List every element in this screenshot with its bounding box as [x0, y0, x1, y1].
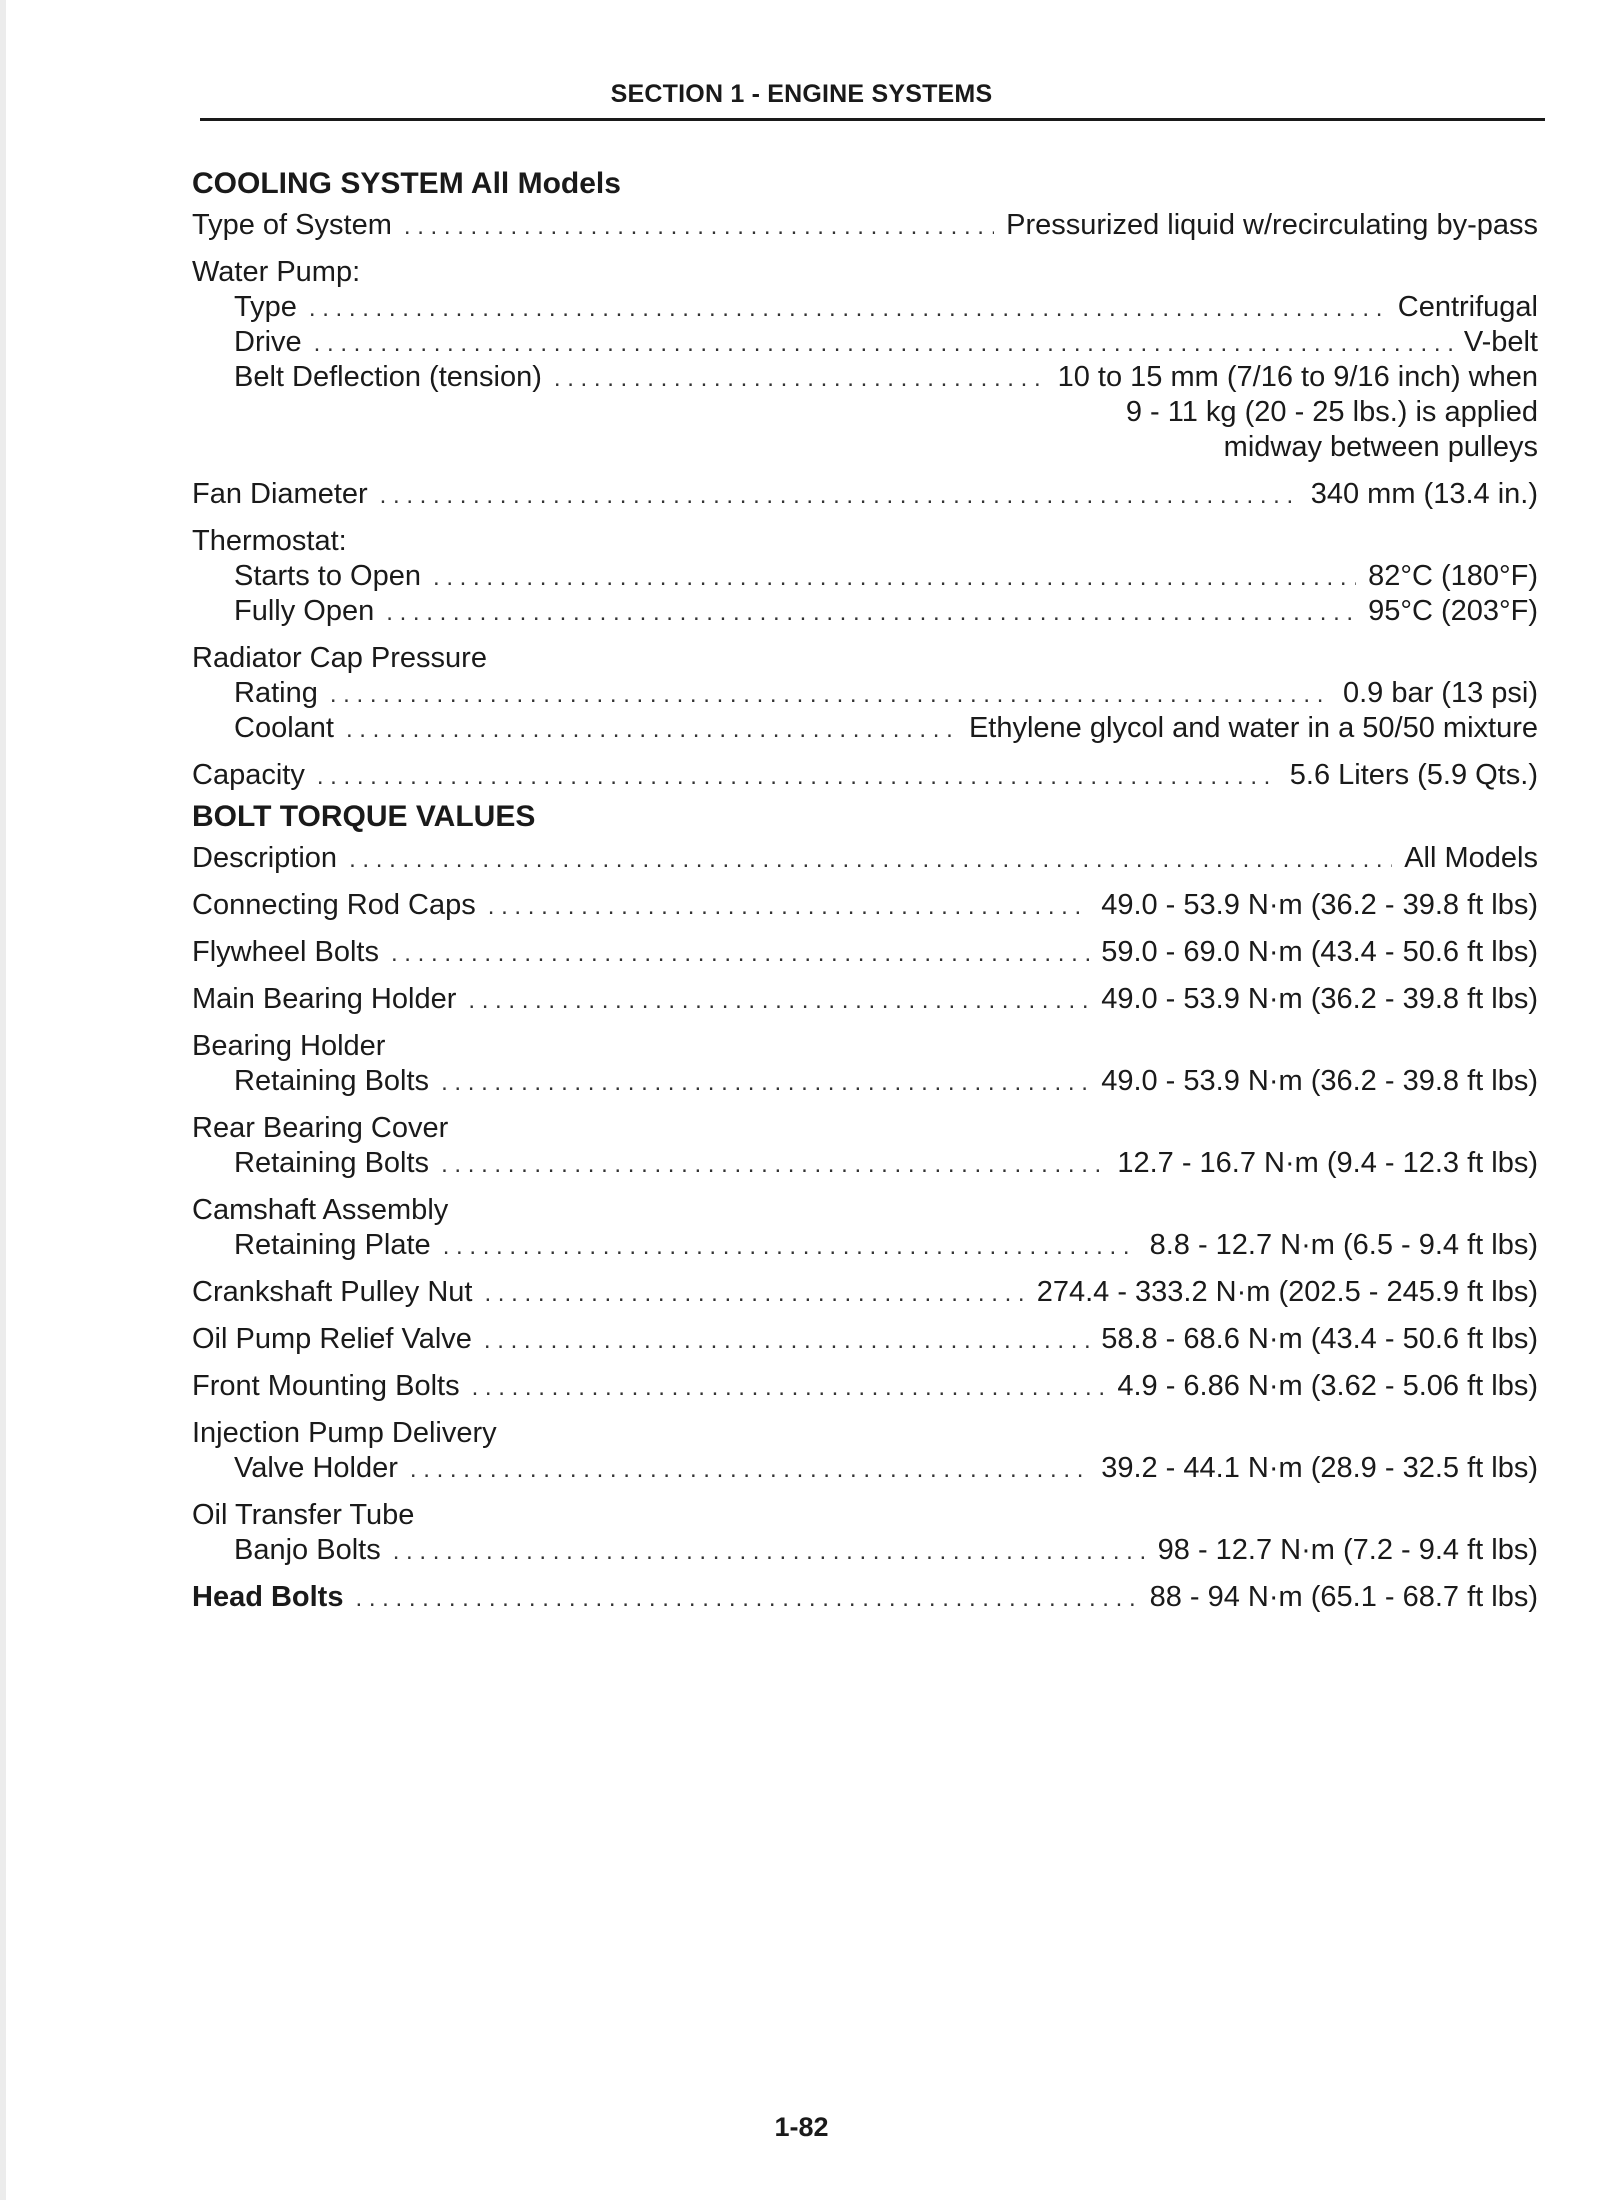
dot-leader — [488, 889, 1089, 924]
spec-value: Centrifugal — [1397, 291, 1538, 323]
spec-row-connecting-rod-caps — [192, 888, 1538, 923]
cooling-system-heading: COOLING SYSTEM All Models — [192, 167, 621, 200]
dot-leader — [441, 1065, 1089, 1100]
thermostat-heading: Thermostat: — [192, 525, 347, 557]
spec-label: Capacity — [192, 759, 305, 791]
dot-leader — [472, 1370, 1106, 1405]
spec-value: 340 mm (13.4 in.) — [1310, 478, 1538, 510]
spec-row-starts-to-open — [192, 559, 1538, 594]
scan-edge — [0, 0, 6, 2200]
spec-row-description — [192, 841, 1538, 876]
spec-content — [192, 160, 1538, 1615]
spec-row-valve-holder — [192, 1451, 1538, 1486]
spec-label: Rating — [234, 677, 318, 709]
dot-leader — [380, 478, 1299, 513]
spec-row-flywheel-bolts — [192, 935, 1538, 970]
spec-label: Front Mounting Bolts — [192, 1370, 460, 1402]
spec-label: Banjo Bolts — [234, 1534, 381, 1566]
spec-row-rear-bearing-bolts — [192, 1146, 1538, 1181]
page-number: 1-82 — [774, 2112, 829, 2142]
water-pump-heading: Water Pump: — [192, 256, 361, 288]
spec-value: 58.8 - 68.6 N·m (43.4 - 50.6 ft lbs) — [1101, 1323, 1538, 1355]
spec-value: Ethylene glycol and water in a 50/50 mixture — [968, 712, 1538, 744]
spec-row-type-of-system — [192, 208, 1538, 243]
spec-value: 8.8 - 12.7 N·m (6.5 - 9.4 ft lbs) — [1149, 1229, 1538, 1261]
spec-value: 95°C (203°F) — [1368, 595, 1538, 627]
spec-value: All Models — [1404, 842, 1538, 874]
rear-bearing-cover-heading: Rear Bearing Cover — [192, 1112, 449, 1144]
spec-label: Connecting Rod Caps — [192, 889, 476, 921]
dot-leader — [443, 1229, 1138, 1264]
spec-label: Coolant — [234, 712, 334, 744]
spec-label: Type of System — [192, 209, 392, 241]
dot-leader — [393, 1534, 1146, 1569]
spec-label: Head Bolts — [192, 1581, 344, 1613]
injection-pump-heading: Injection Pump Delivery — [192, 1417, 497, 1449]
spec-label: Crankshaft Pulley Nut — [192, 1276, 473, 1308]
spec-label: Retaining Plate — [234, 1229, 431, 1261]
spec-row-crankshaft-pulley-nut — [192, 1275, 1538, 1310]
spec-row-camshaft-plate — [192, 1228, 1538, 1263]
dot-leader — [314, 326, 1452, 361]
spec-label: Description — [192, 842, 338, 874]
spec-row-main-bearing-holder — [192, 982, 1538, 1017]
spec-value-continuation: midway between pulleys — [1223, 431, 1538, 463]
spec-value: 49.0 - 53.9 N·m (36.2 - 39.8 ft lbs) — [1101, 889, 1538, 921]
dot-leader — [309, 291, 1386, 326]
spec-label: Valve Holder — [234, 1452, 398, 1484]
section-header: SECTION 1 - ENGINE SYSTEMS — [610, 80, 993, 108]
spec-row-rating — [192, 676, 1538, 711]
spec-label: Flywheel Bolts — [192, 936, 379, 968]
spec-value: 0.9 bar (13 psi) — [1342, 677, 1538, 709]
spec-row-pump-drive — [192, 325, 1538, 360]
dot-leader — [484, 1323, 1089, 1358]
spec-row-oil-pump-relief-valve — [192, 1322, 1538, 1357]
spec-label: Retaining Bolts — [234, 1065, 430, 1097]
dot-leader — [349, 842, 1392, 877]
dot-leader — [441, 1147, 1105, 1182]
spec-value: Pressurized liquid w/recirculating by-pass — [1006, 209, 1538, 241]
spec-label: Fully Open — [234, 595, 375, 627]
camshaft-assembly-heading: Camshaft Assembly — [192, 1194, 449, 1226]
spec-label: Retaining Bolts — [234, 1147, 430, 1179]
dot-leader — [484, 1276, 1024, 1311]
dot-leader — [317, 759, 1278, 794]
spec-row-bearing-holder-bolts — [192, 1064, 1538, 1099]
spec-value: 12.7 - 16.7 N·m (9.4 - 12.3 ft lbs) — [1117, 1147, 1538, 1179]
spec-value: 4.9 - 6.86 N·m (3.62 - 5.06 ft lbs) — [1117, 1370, 1538, 1402]
spec-value-continuation: 9 - 11 kg (20 - 25 lbs.) is applied — [1125, 396, 1538, 428]
dot-leader — [355, 1581, 1137, 1616]
spec-value: 49.0 - 53.9 N·m (36.2 - 39.8 ft lbs) — [1101, 983, 1538, 1015]
spec-row-pump-type — [192, 290, 1538, 325]
spec-row-fully-open — [192, 594, 1538, 629]
dot-leader — [346, 712, 957, 747]
spec-value: 82°C (180°F) — [1368, 560, 1538, 592]
spec-row-capacity — [192, 758, 1538, 793]
spec-value: 88 - 94 N·m (65.1 - 68.7 ft lbs) — [1149, 1581, 1538, 1613]
spec-label: Oil Pump Relief Valve — [192, 1323, 472, 1355]
spec-value: 5.6 Liters (5.9 Qts.) — [1289, 759, 1538, 791]
header-rule — [200, 118, 1545, 121]
dot-leader — [391, 936, 1089, 971]
bearing-holder-heading: Bearing Holder — [192, 1030, 386, 1062]
dot-leader — [433, 560, 1356, 595]
spec-value: 59.0 - 69.0 N·m (43.4 - 50.6 ft lbs) — [1101, 936, 1538, 968]
bolt-torque-heading: BOLT TORQUE VALUES — [192, 800, 536, 833]
spec-value: 49.0 - 53.9 N·m (36.2 - 39.8 ft lbs) — [1101, 1065, 1538, 1097]
spec-row-coolant — [192, 711, 1538, 746]
spec-row-belt-deflection — [192, 360, 1538, 395]
spec-label: Starts to Open — [234, 560, 421, 592]
radiator-cap-heading: Radiator Cap Pressure — [192, 642, 487, 674]
spec-row-fan-diameter — [192, 477, 1538, 512]
dot-leader — [330, 677, 1331, 712]
spec-label: Belt Deflection (tension) — [234, 361, 542, 393]
dot-leader — [386, 595, 1356, 630]
oil-transfer-tube-heading: Oil Transfer Tube — [192, 1499, 415, 1531]
dot-leader — [554, 361, 1046, 396]
dot-leader — [410, 1452, 1089, 1487]
spec-value: 98 - 12.7 N·m (7.2 - 9.4 ft lbs) — [1157, 1534, 1538, 1566]
spec-label: Main Bearing Holder — [192, 983, 457, 1015]
spec-label: Drive — [234, 326, 302, 358]
spec-row-banjo-bolts — [192, 1533, 1538, 1568]
spec-value: 10 to 15 mm (7/16 to 9/16 inch) when — [1057, 361, 1538, 393]
spec-row-front-mounting-bolts — [192, 1369, 1538, 1404]
dot-leader — [468, 983, 1089, 1018]
spec-value: V-belt — [1463, 326, 1538, 358]
spec-value: 274.4 - 333.2 N·m (202.5 - 245.9 ft lbs) — [1036, 1276, 1538, 1308]
spec-row-head-bolts — [192, 1580, 1538, 1615]
dot-leader — [404, 209, 994, 244]
spec-value: 39.2 - 44.1 N·m (28.9 - 32.5 ft lbs) — [1101, 1452, 1538, 1484]
spec-label: Fan Diameter — [192, 478, 368, 510]
spec-label: Type — [234, 291, 297, 323]
